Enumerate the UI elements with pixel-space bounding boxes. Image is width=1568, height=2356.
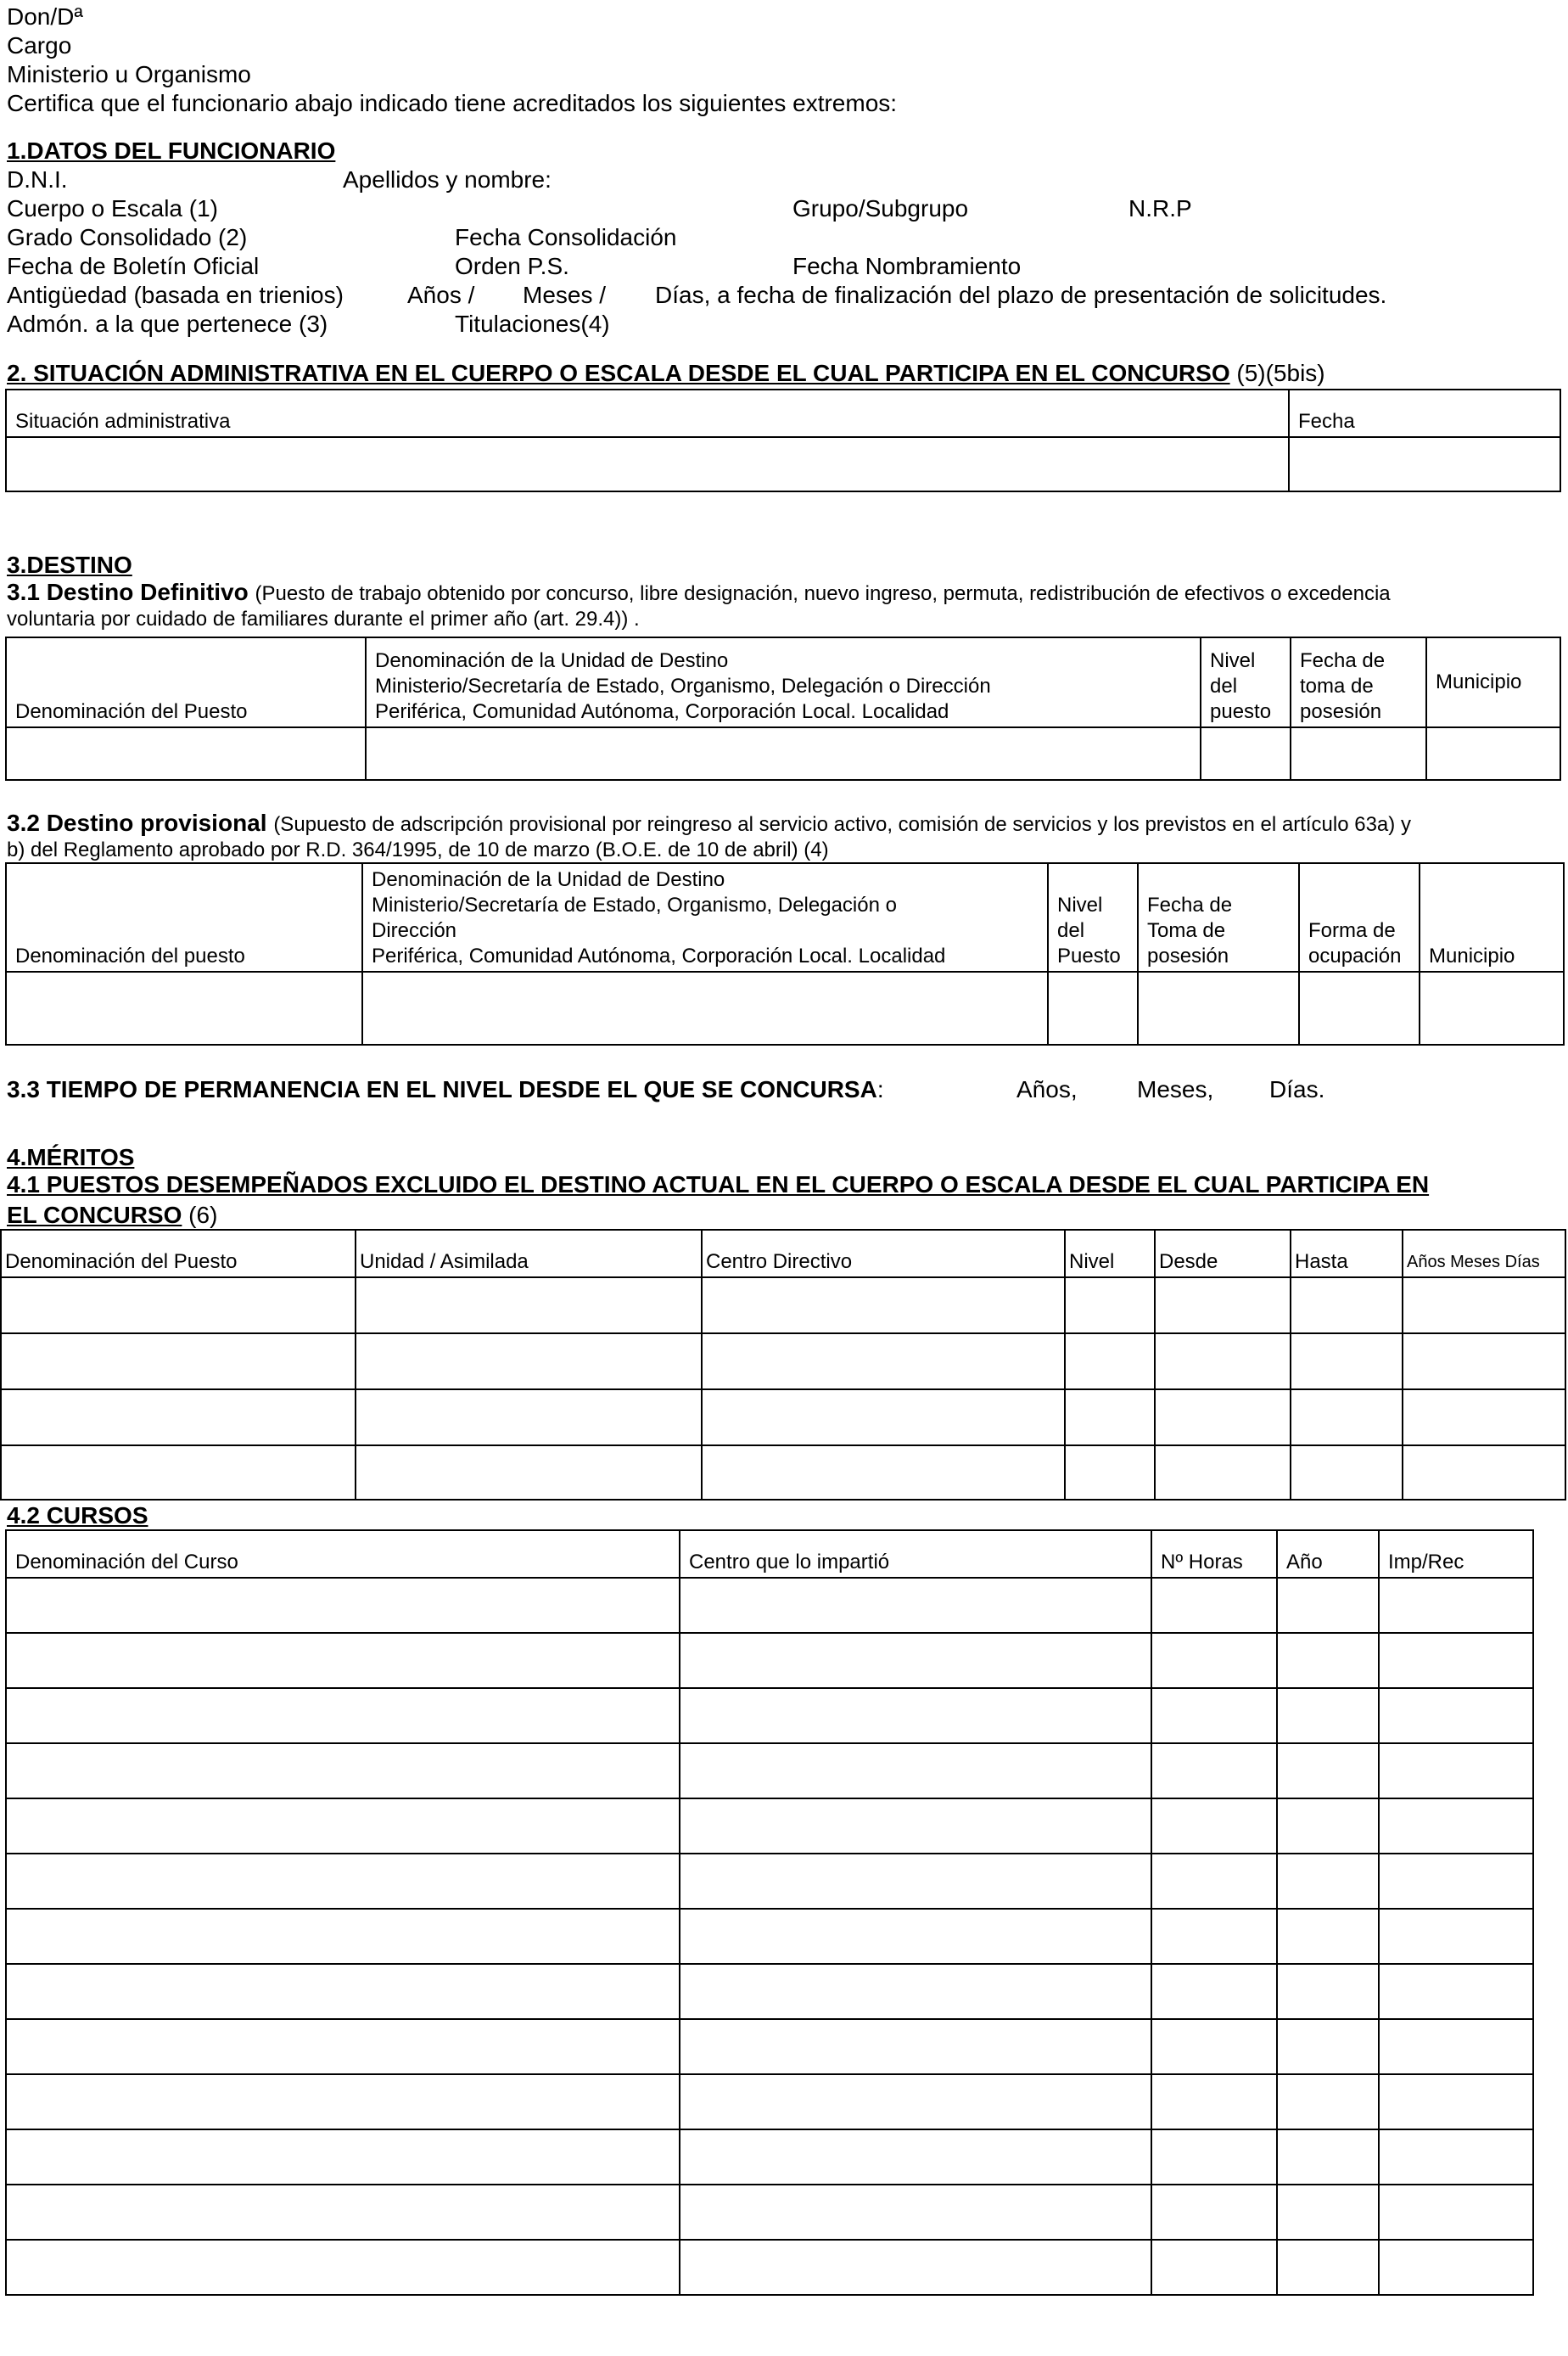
puestos-table (0, 1229, 1566, 1501)
d2-col-forma-1: Forma de (1308, 919, 1396, 942)
cursos-cell (1379, 2240, 1533, 2295)
d1-col-fecha-2: toma de (1300, 675, 1374, 698)
destino-provisional-note-a: (Supuesto de adscripción provisional por reingreso al servicio activo, comisión de servicios y los previstos en el artículo 63a) y (273, 813, 1411, 836)
puestos-title-a: 4.1 PUESTOS DESEMPEÑADOS EXCLUIDO EL DESTINO ACTUAL EN EL CUERPO O ESCALA DESDE EL CUAL PARTICIPA EN (7, 1171, 1430, 1198)
puestos-cell (1065, 1333, 1155, 1389)
cursos-cell (680, 2240, 1151, 2295)
d1-col-fecha-3: posesión (1300, 700, 1382, 723)
puestos-cell (1291, 1277, 1403, 1333)
cursos-cell (1277, 2185, 1379, 2240)
cursos-cell (1151, 1854, 1277, 1909)
cursos-cell (1151, 1743, 1277, 1798)
puestos-title-b: EL CONCURSO (7, 1202, 182, 1228)
cursos-cell (680, 1578, 1151, 1633)
puestos-cell (1403, 1389, 1565, 1445)
cursos-cell (1151, 2185, 1277, 2240)
puestos-col-6: Años Meses Días (1403, 1230, 1565, 1277)
cursos-cell (1277, 1798, 1379, 1854)
table-row (6, 1964, 1533, 2019)
cursos-cell (680, 1688, 1151, 1743)
d2-col-unidad (362, 863, 1048, 972)
section-1-title: 1.DATOS DEL FUNCIONARIO (7, 137, 336, 164)
cursos-cell (680, 1633, 1151, 1688)
d1-col-municipio: Municipio (1426, 637, 1560, 727)
d2-col-fecha-2: Toma de (1147, 919, 1226, 942)
section-2-title (7, 362, 1325, 385)
puestos-cell (356, 1277, 702, 1333)
d1-col-fecha-1: Fecha de (1300, 649, 1386, 672)
puestos-cell (1155, 1389, 1291, 1445)
cursos-cell (1379, 1743, 1533, 1798)
cursos-cell (1379, 1798, 1533, 1854)
destino-definitivo-note-b: voluntaria por cuidado de familiares durante el primer año (art. 29.4)) . (7, 608, 640, 631)
puestos-cell (1403, 1445, 1565, 1500)
cursos-cell (6, 2240, 680, 2295)
cursos-cell (1277, 2129, 1379, 2185)
d1-col-nivel-2: del (1210, 675, 1238, 698)
titulaciones-label: Titulaciones(4) (455, 311, 610, 337)
d1-col-nivel-1: Nivel (1210, 649, 1256, 672)
cursos-col-0: Denominación del Curso (6, 1530, 680, 1578)
cursos-cell (680, 2074, 1151, 2129)
cursos-col-3: Año (1277, 1530, 1379, 1578)
cursos-cell (6, 1909, 680, 1964)
puestos-cell (1291, 1389, 1403, 1445)
cursos-cell (1379, 2185, 1533, 2240)
destino-provisional-heading (7, 811, 1411, 835)
d1-col-unidad (366, 637, 1201, 727)
cursos-cell (680, 1854, 1151, 1909)
cursos-cell (6, 1578, 680, 1633)
permanencia-anos: Años, (1016, 1076, 1078, 1102)
antiguedad-dias-text: Días, a fecha de finalización del plazo de presentación de solicitudes. (655, 282, 1387, 308)
grado-label: Grado Consolidado (2) (7, 224, 248, 250)
cursos-col-4: Imp/Rec (1379, 1530, 1533, 1578)
col-fecha: Fecha (1289, 390, 1560, 437)
cursos-cell (1379, 2019, 1533, 2074)
d2-cell (1299, 972, 1420, 1045)
cursos-cell (1277, 2019, 1379, 2074)
cursos-cell (1379, 1909, 1533, 1964)
puestos-cell (702, 1445, 1065, 1500)
puestos-cell (1065, 1445, 1155, 1500)
puestos-title-b-line (7, 1203, 217, 1227)
puestos-cell (1065, 1389, 1155, 1445)
puestos-cell (1291, 1333, 1403, 1389)
d1-col-nivel (1201, 637, 1291, 727)
d1-col-fecha (1291, 637, 1426, 727)
cursos-cell (1151, 2129, 1277, 2185)
cursos-cell (1277, 1964, 1379, 2019)
cursos-cell (1379, 1633, 1533, 1688)
cursos-cell (680, 2185, 1151, 2240)
cursos-cell (1151, 1964, 1277, 2019)
table-row (1, 1277, 1565, 1333)
table-row (6, 1854, 1533, 1909)
destino-provisional-note-b: b) del Reglamento aprobado por R.D. 364/1995, de 10 de marzo (B.O.E. de 10 de abril) (4) (7, 839, 829, 861)
cursos-cell (680, 1964, 1151, 2019)
table-row (6, 1633, 1533, 1688)
d1-col-unidad-2: Ministerio/Secretaría de Estado, Organismo, Delegación o Dirección (375, 675, 991, 698)
d2-cell (1048, 972, 1138, 1045)
cursos-cell (6, 1854, 680, 1909)
table-row (6, 2129, 1533, 2185)
d2-col-nivel-1: Nivel (1057, 894, 1103, 917)
puestos-col-3: Nivel (1065, 1230, 1155, 1277)
cursos-cell (1151, 2019, 1277, 2074)
puestos-note: (6) (188, 1202, 218, 1228)
cursos-cell (1151, 1688, 1277, 1743)
puestos-cell (1403, 1333, 1565, 1389)
cursos-cell (680, 1798, 1151, 1854)
fecha-boletin-label: Fecha de Boletín Oficial (7, 253, 260, 279)
puestos-col-5: Hasta (1291, 1230, 1403, 1277)
antiguedad-meses-label: Meses / (523, 282, 607, 308)
d1-col-unidad-3: Periférica, Comunidad Autónoma, Corporación Local. Localidad (375, 700, 949, 723)
table-row (6, 1578, 1533, 1633)
destino-definitivo-title: 3.1 Destino Definitivo (7, 579, 249, 605)
puestos-cell (1, 1277, 356, 1333)
cursos-cell (1151, 2240, 1277, 2295)
puestos-cell (1, 1445, 356, 1500)
d1-cell (1291, 727, 1426, 780)
puestos-cell (1155, 1445, 1291, 1500)
cursos-cell (1151, 1578, 1277, 1633)
d2-col-fecha (1138, 863, 1299, 972)
cursos-cell (1277, 1909, 1379, 1964)
cursos-cell (680, 1743, 1151, 1798)
section-2-title-text: 2. SITUACIÓN ADMINISTRATIVA EN EL CUERPO O ESCALA DESDE EL CUAL PARTICIPA EN EL CONCURSO (7, 360, 1230, 386)
destino-provisional-table (5, 862, 1565, 1046)
puestos-cell (1, 1389, 356, 1445)
cursos-cell (1379, 1578, 1533, 1633)
table-row (1, 1445, 1565, 1500)
table-row (6, 2240, 1533, 2295)
cursos-cell (680, 2129, 1151, 2185)
d2-cell (6, 972, 362, 1045)
d2-col-municipio: Municipio (1420, 863, 1564, 972)
puestos-cell (356, 1389, 702, 1445)
d1-col-nivel-3: puesto (1210, 700, 1272, 723)
d2-col-unidad-2: Ministerio/Secretaría de Estado, Organismo, Delegación o (372, 894, 897, 917)
cursos-cell (680, 2019, 1151, 2074)
puestos-cell (1065, 1277, 1155, 1333)
table-row (6, 1798, 1533, 1854)
dni-label: D.N.I. (7, 166, 68, 193)
table-row (6, 2185, 1533, 2240)
cursos-cell (6, 1688, 680, 1743)
d2-col-nivel-3: Puesto (1057, 945, 1121, 968)
d2-col-unidad-3: Dirección (372, 919, 457, 942)
cursos-cell (1379, 1688, 1533, 1743)
cursos-cell (6, 2185, 680, 2240)
cursos-cell (1379, 2074, 1533, 2129)
cargo-label: Cargo (7, 32, 72, 59)
puestos-cell (702, 1277, 1065, 1333)
d1-cell (6, 727, 366, 780)
cursos-cell (1151, 1633, 1277, 1688)
destino-definitivo-table (5, 637, 1561, 781)
puestos-cell (356, 1445, 702, 1500)
table-row (1, 1389, 1565, 1445)
table-row (1, 1333, 1565, 1389)
cursos-cell (1277, 1688, 1379, 1743)
cursos-cell (1379, 2129, 1533, 2185)
puestos-cell (1, 1333, 356, 1389)
puestos-cell (702, 1389, 1065, 1445)
d1-cell (366, 727, 1201, 780)
d2-col-unidad-1: Denominación de la Unidad de Destino (372, 868, 725, 891)
cuerpo-label: Cuerpo o Escala (1) (7, 195, 219, 222)
table-row (6, 1743, 1533, 1798)
permanencia-title: 3.3 TIEMPO DE PERMANENCIA EN EL NIVEL DESDE EL QUE SE CONCURSA (7, 1076, 877, 1102)
d2-cell (1138, 972, 1299, 1045)
cursos-cell (1277, 1854, 1379, 1909)
d2-col-nivel (1048, 863, 1138, 972)
puestos-col-0: Denominación del Puesto (1, 1230, 356, 1277)
cursos-cell (6, 1743, 680, 1798)
section-4-title: 4.MÉRITOS (7, 1144, 135, 1170)
d2-cell (1420, 972, 1564, 1045)
puestos-cell (1155, 1333, 1291, 1389)
d2-col-fecha-3: posesión (1147, 945, 1229, 968)
antiguedad-label: Antigüedad (basada en trienios) (7, 282, 344, 308)
permanencia-dias: Días. (1269, 1076, 1325, 1102)
cursos-col-1: Centro que lo impartió (680, 1530, 1151, 1578)
situacion-value (6, 437, 1289, 491)
fecha-consolidacion-label: Fecha Consolidación (455, 224, 677, 250)
cursos-cell (1379, 1964, 1533, 2019)
permanencia-colon: : (876, 1076, 884, 1102)
destino-definitivo-note-a: (Puesto de trabajo obtenido por concurso, libre designación, nuevo ingreso, permuta, redistribución de efectivos o excedencia (255, 582, 1391, 605)
puestos-cell (356, 1333, 702, 1389)
puestos-cell (1403, 1277, 1565, 1333)
cursos-cell (6, 2074, 680, 2129)
admon-label: Admón. a la que pertenece (3) (7, 311, 328, 337)
puestos-cell (1291, 1445, 1403, 1500)
cursos-cell (6, 2129, 680, 2185)
d2-col-fecha-1: Fecha de (1147, 894, 1233, 917)
cursos-cell (1151, 1909, 1277, 1964)
d2-col-nivel-2: del (1057, 919, 1085, 942)
cursos-cell (6, 1964, 680, 2019)
destino-provisional-title: 3.2 Destino provisional (7, 810, 267, 836)
orden-ps-label: Orden P.S. (455, 253, 569, 279)
d1-col-puesto: Denominación del Puesto (6, 637, 366, 727)
puestos-cell (702, 1333, 1065, 1389)
cursos-cell (6, 1798, 680, 1854)
puestos-col-4: Desde (1155, 1230, 1291, 1277)
situacion-table (5, 389, 1561, 492)
cursos-cell (1151, 1798, 1277, 1854)
cursos-col-2: Nº Horas (1151, 1530, 1277, 1578)
nrp-label: N.R.P (1128, 195, 1192, 222)
section-3-title: 3.DESTINO (7, 552, 132, 578)
cursos-cell (680, 1909, 1151, 1964)
d2-col-forma-2: ocupación (1308, 945, 1402, 968)
table-row (6, 1688, 1533, 1743)
table-row (6, 1909, 1533, 1964)
cursos-cell (1277, 1633, 1379, 1688)
don-label: Don/Dª (7, 3, 83, 30)
cursos-cell (1277, 1743, 1379, 1798)
cursos-cell (1277, 2240, 1379, 2295)
apellidos-label: Apellidos y nombre: (343, 166, 552, 193)
cursos-cell (6, 1633, 680, 1688)
antiguedad-anos-label: Años / (407, 282, 475, 308)
d2-cell (362, 972, 1048, 1045)
puestos-col-2: Centro Directivo (702, 1230, 1065, 1277)
col-situacion: Situación administrativa (6, 390, 1289, 437)
section-2-note: (5)(5bis) (1236, 360, 1325, 386)
fecha-value (1289, 437, 1560, 491)
cursos-cell (1277, 1578, 1379, 1633)
fecha-nombramiento-label: Fecha Nombramiento (792, 253, 1022, 279)
permanencia-line (7, 1078, 884, 1102)
cursos-title: 4.2 CURSOS (7, 1502, 148, 1529)
d1-col-unidad-1: Denominación de la Unidad de Destino (375, 649, 729, 672)
table-row (6, 2074, 1533, 2129)
certifica-text: Certifica que el funcionario abajo indicado tiene acreditados los siguientes extremos: (7, 90, 898, 116)
cursos-cell (6, 2019, 680, 2074)
cursos-table (5, 1529, 1534, 2296)
permanencia-meses: Meses, (1137, 1076, 1214, 1102)
grupo-label: Grupo/Subgrupo (792, 195, 969, 222)
destino-definitivo-heading (7, 581, 1391, 604)
puestos-col-1: Unidad / Asimilada (356, 1230, 702, 1277)
d1-cell (1201, 727, 1291, 780)
d1-cell (1426, 727, 1560, 780)
d2-col-puesto: Denominación del puesto (6, 863, 362, 972)
d2-col-unidad-4: Periférica, Comunidad Autónoma, Corporación Local. Localidad (372, 945, 946, 968)
cursos-cell (1151, 2074, 1277, 2129)
cursos-cell (1277, 2074, 1379, 2129)
d2-col-forma (1299, 863, 1420, 972)
ministerio-label: Ministerio u Organismo (7, 61, 251, 87)
cursos-cell (1379, 1854, 1533, 1909)
puestos-cell (1155, 1277, 1291, 1333)
table-row (6, 2019, 1533, 2074)
